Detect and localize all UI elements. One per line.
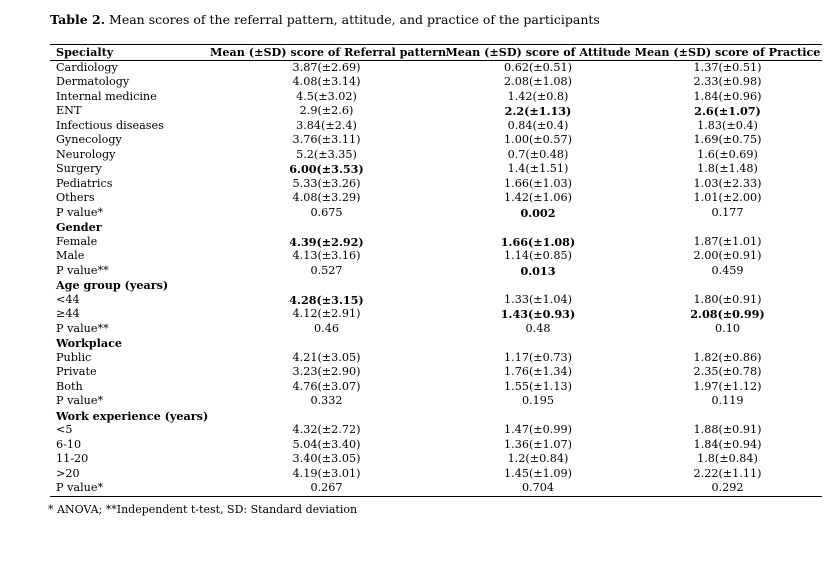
practice-cell: 2.08(±0.99) xyxy=(690,307,765,321)
practice-cell: 0.292 xyxy=(633,481,822,496)
practice-cell: 1.01(±2.00) xyxy=(693,191,762,204)
practice-cell: 1.8(±1.48) xyxy=(697,162,758,175)
table-row xyxy=(50,191,822,206)
section-label: Age group (years) xyxy=(56,278,169,292)
table-row xyxy=(50,351,822,366)
practice-cell: 1.87(±1.01) xyxy=(693,234,762,248)
practice-cell xyxy=(633,278,822,293)
row-label: Others xyxy=(56,191,95,204)
practice-cell: 1.6(±0.69) xyxy=(697,147,758,161)
row-label: Internal medicine xyxy=(56,89,157,103)
referral-cell: 0.267 xyxy=(210,481,443,496)
referral-cell xyxy=(210,336,443,351)
practice-cell: 1.82(±0.86) xyxy=(693,350,762,364)
practice-cell: 2.6(±1.07) xyxy=(694,104,761,118)
referral-cell xyxy=(210,220,443,235)
practice-cell: 0.177 xyxy=(711,205,744,219)
referral-cell: 4.32(±2.72) xyxy=(292,423,361,436)
attitude-cell xyxy=(443,278,633,293)
practice-cell: 1.97(±1.12) xyxy=(693,379,762,393)
header-attitude: Mean (±SD) score of Attitude xyxy=(443,45,633,61)
referral-cell: 6.00(±3.53) xyxy=(289,162,364,176)
practice-cell: 1.37(±0.51) xyxy=(693,60,762,74)
referral-cell: 0.332 xyxy=(310,394,343,407)
attitude-cell: 1.00(±0.57) xyxy=(504,133,572,146)
table-row xyxy=(50,177,822,192)
table-row xyxy=(50,249,822,264)
referral-cell: 4.5(±3.02) xyxy=(296,89,357,103)
attitude-cell: 1.2(±0.84) xyxy=(507,452,569,465)
attitude-cell xyxy=(443,409,633,424)
referral-cell: 3.87(±2.69) xyxy=(292,60,361,74)
header-practice: Mean (±SD) score of Practice xyxy=(634,45,821,59)
section-label: Gender xyxy=(56,220,102,234)
table-row xyxy=(50,481,822,496)
attitude-cell: 0.84(±0.4) xyxy=(507,118,569,132)
header-specialty: Specialty xyxy=(50,45,210,61)
referral-cell: 4.08(±3.14) xyxy=(292,75,361,88)
table-row xyxy=(50,60,822,75)
attitude-cell: 1.42(±1.06) xyxy=(504,191,572,204)
row-label: Male xyxy=(56,249,85,262)
header-row xyxy=(50,45,822,61)
attitude-cell: 0.48 xyxy=(525,321,551,335)
row-label: Surgery xyxy=(56,162,102,175)
practice-cell: 0.119 xyxy=(711,394,744,407)
referral-cell: 0.46 xyxy=(314,321,339,335)
referral-cell: 0.675 xyxy=(310,205,343,219)
attitude-cell: 1.17(±0.73) xyxy=(504,350,572,364)
table-row xyxy=(50,365,822,380)
row-label: Gynecology xyxy=(56,133,122,146)
referral-cell: 4.21(±3.05) xyxy=(292,350,361,364)
attitude-cell: 1.33(±1.04) xyxy=(504,292,572,306)
attitude-cell: 1.14(±0.85) xyxy=(504,249,572,262)
caption-text: Mean scores of the referral pattern, attitude, and practice of the participants xyxy=(105,12,600,27)
attitude-cell xyxy=(443,336,633,351)
row-label: P value** xyxy=(56,321,109,335)
row-label: ENT xyxy=(56,104,82,117)
table-footnote: * ANOVA; **Independent t-test, SD: Standard deviation xyxy=(48,503,358,516)
referral-cell: 4.39(±2.92) xyxy=(289,234,364,249)
attitude-cell: 0.195 xyxy=(521,394,555,407)
table-row xyxy=(50,90,822,105)
row-label: Private xyxy=(56,365,97,378)
table-row xyxy=(50,322,822,337)
table-caption xyxy=(50,12,600,27)
attitude-cell: 0.013 xyxy=(520,263,556,278)
section-header-row xyxy=(50,336,822,351)
table-row xyxy=(50,438,822,453)
table-row xyxy=(50,162,822,177)
practice-cell: 1.80(±0.91) xyxy=(693,292,762,306)
practice-cell: 2.00(±0.91) xyxy=(693,249,762,262)
row-label: 6-10 xyxy=(56,437,82,451)
practice-cell: 1.8(±0.84) xyxy=(697,452,758,465)
table-body xyxy=(50,60,822,496)
section-label: Work experience (years) xyxy=(56,408,209,423)
practice-cell: 2.33(±0.98) xyxy=(693,75,762,88)
referral-cell: 3.40(±3.05) xyxy=(292,452,361,465)
row-label: >20 xyxy=(56,466,80,480)
attitude-cell: 2.08(±1.08) xyxy=(504,75,572,88)
attitude-cell: 1.42(±0.8) xyxy=(507,89,569,103)
practice-cell xyxy=(633,336,822,351)
practice-cell: 1.69(±0.75) xyxy=(693,133,762,146)
table-row xyxy=(50,423,822,438)
results-table xyxy=(50,44,822,497)
table-row xyxy=(50,104,822,119)
section-label: Workplace xyxy=(56,336,123,350)
practice-cell: 0.459 xyxy=(711,263,744,277)
table-label: Table 2. xyxy=(50,12,106,27)
attitude-cell: 1.45(±1.09) xyxy=(504,466,572,480)
practice-cell xyxy=(633,220,822,235)
attitude-cell: 1.66(±1.03) xyxy=(504,176,572,190)
attitude-cell: 1.36(±1.07) xyxy=(504,437,572,451)
practice-cell xyxy=(633,409,822,424)
referral-cell: 5.2(±3.35) xyxy=(296,147,357,161)
table-row xyxy=(50,380,822,395)
table-row xyxy=(50,235,822,250)
attitude-cell xyxy=(443,220,633,235)
practice-cell: 2.35(±0.78) xyxy=(693,365,762,378)
referral-cell: 4.08(±3.29) xyxy=(292,191,361,204)
table-row xyxy=(50,119,822,134)
table-row xyxy=(50,307,822,322)
header-referral: Mean (±SD) score of Referral pattern xyxy=(210,45,447,59)
table-row xyxy=(50,394,822,409)
row-label: <44 xyxy=(56,292,80,306)
practice-cell: 1.03(±2.33) xyxy=(693,176,762,190)
row-label: P value* xyxy=(56,205,104,219)
referral-cell: 3.76(±3.11) xyxy=(292,133,361,146)
attitude-cell: 1.76(±1.34) xyxy=(504,365,572,378)
referral-cell: 4.76(±3.07) xyxy=(292,379,361,393)
attitude-cell: 1.66(±1.08) xyxy=(500,234,576,249)
practice-cell: 0.10 xyxy=(715,321,740,335)
referral-cell: 4.28(±3.15) xyxy=(289,292,364,307)
table-row xyxy=(50,133,822,148)
row-label: ≥44 xyxy=(56,307,80,320)
row-label: Cardiology xyxy=(56,60,118,74)
row-label: P value** xyxy=(56,263,109,277)
attitude-cell: 0.704 xyxy=(443,481,633,496)
table-row xyxy=(50,264,822,279)
practice-cell: 1.84(±0.94) xyxy=(693,437,762,451)
practice-cell: 2.22(±1.11) xyxy=(693,466,762,480)
row-label: Pediatrics xyxy=(56,176,113,190)
table-row xyxy=(50,467,822,482)
referral-cell xyxy=(210,409,443,424)
row-label: Both xyxy=(56,379,83,393)
row-label: Infectious diseases xyxy=(56,118,164,132)
attitude-cell: 1.43(±0.93) xyxy=(500,307,576,321)
referral-cell: 4.13(±3.16) xyxy=(292,249,361,262)
row-label: Neurology xyxy=(56,147,116,161)
practice-cell: 1.83(±0.4) xyxy=(697,118,758,132)
row-label: Public xyxy=(56,350,92,364)
referral-cell: 2.9(±2.6) xyxy=(299,104,354,117)
row-label: Dermatology xyxy=(56,75,130,88)
row-label: Female xyxy=(56,234,98,248)
table-row xyxy=(50,75,822,90)
section-header-row xyxy=(50,220,822,235)
attitude-cell: 0.62(±0.51) xyxy=(504,60,572,74)
attitude-cell: 1.47(±0.99) xyxy=(504,423,572,436)
section-header-row xyxy=(50,409,822,424)
attitude-cell: 2.2(±1.13) xyxy=(504,104,572,118)
attitude-cell: 0.7(±0.48) xyxy=(507,147,569,161)
referral-cell: 5.33(±3.26) xyxy=(292,176,361,190)
attitude-cell: 1.55(±1.13) xyxy=(504,379,572,393)
referral-cell: 3.84(±2.4) xyxy=(296,118,357,132)
table-row xyxy=(50,293,822,308)
referral-cell: 5.04(±3.40) xyxy=(292,437,361,451)
table-row xyxy=(50,148,822,163)
attitude-cell: 0.002 xyxy=(520,205,556,220)
section-header-row xyxy=(50,278,822,293)
referral-cell: 4.12(±2.91) xyxy=(292,307,361,320)
attitude-cell: 1.4(±1.51) xyxy=(507,162,569,175)
row-label: P value* xyxy=(56,394,104,407)
practice-cell: 1.84(±0.96) xyxy=(693,89,762,103)
row-label: P value* xyxy=(50,481,210,496)
table-row xyxy=(50,452,822,467)
row-label: 11-20 xyxy=(56,452,89,465)
referral-cell xyxy=(210,278,443,293)
table-row xyxy=(50,206,822,221)
referral-cell: 0.527 xyxy=(310,263,343,277)
practice-cell: 1.88(±0.91) xyxy=(693,423,762,436)
referral-cell: 3.23(±2.90) xyxy=(292,365,361,378)
referral-cell: 4.19(±3.01) xyxy=(292,466,361,480)
row-label: <5 xyxy=(56,423,73,436)
